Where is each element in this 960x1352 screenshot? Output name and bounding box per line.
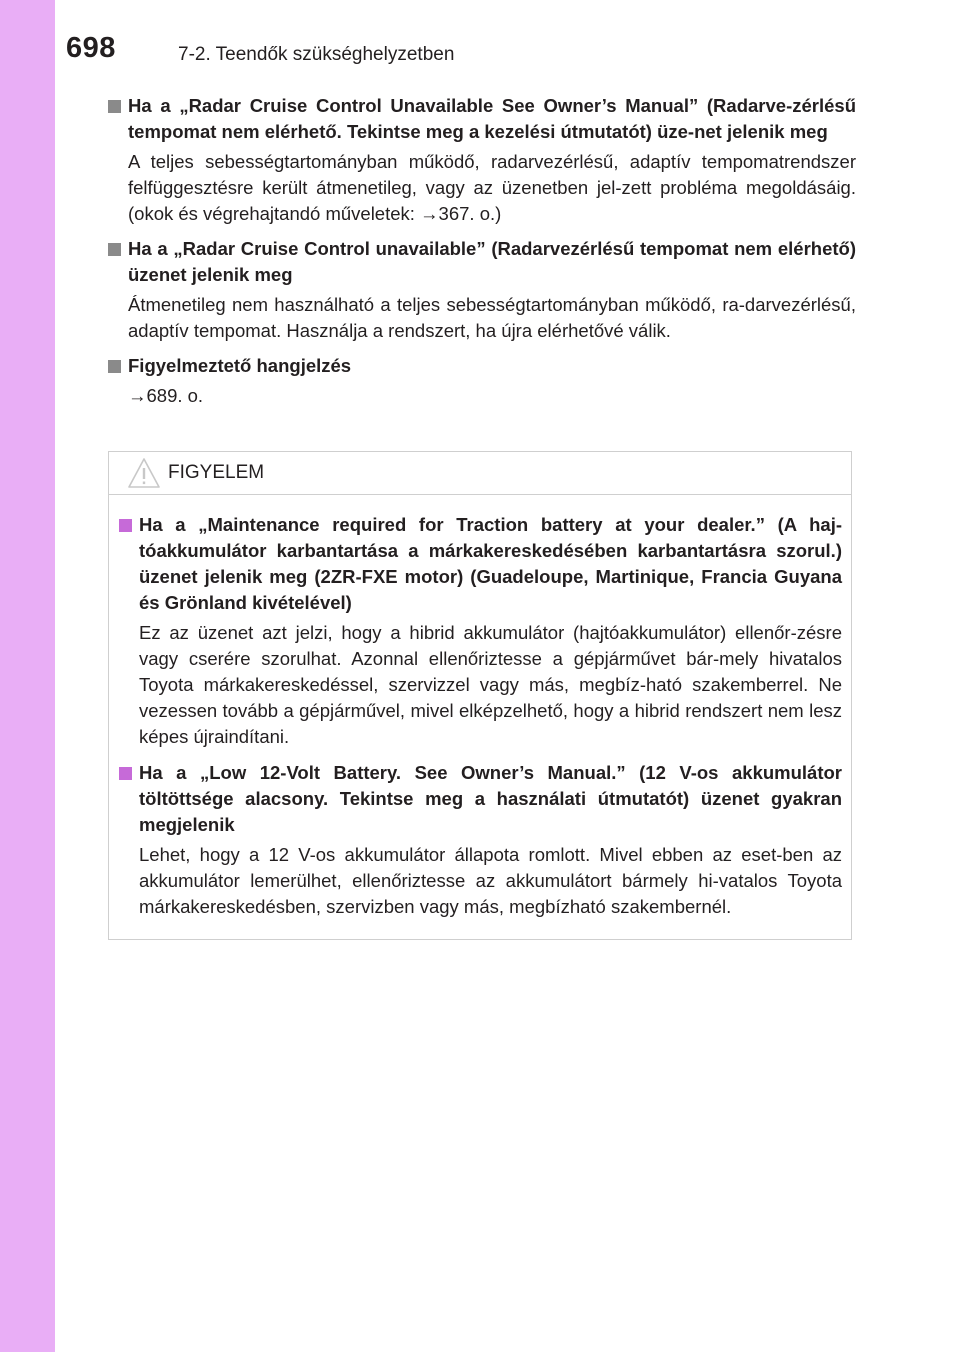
warning-box bbox=[108, 451, 852, 940]
section-heading bbox=[108, 353, 856, 379]
section-heading-text: Ha a „Radar Cruise Control Unavailable See Owner’s Manual” (Radarve-zérlésű tempomat nem elérhető. Tekintse meg a kezelési útmutatót) üze-net jelenik meg bbox=[128, 95, 856, 142]
square-bullet-icon bbox=[108, 360, 121, 373]
warning-heading-text: Ha a „Maintenance required for Traction battery at your dealer.” (A haj-tóakkumulátor karbantartása a márkakereskedésében karbantartásra szorul.) üzenet jelenik meg (2ZR-FXE motor) (Guadeloupe, Martinique, Francia Guyana és Grönland kivételével) bbox=[139, 514, 842, 613]
warning-triangle-icon bbox=[127, 457, 161, 489]
section-heading-text: Ha a „Radar Cruise Control unavailable” (Radarvezérlésű tempomat nem elérhető) üzenet jelenik meg bbox=[128, 238, 856, 285]
warning-body: Lehet, hogy a 12 V-os akkumulátor állapota romlott. Mivel ebben az eset-ben az akkumulátor lemerülhet, ellenőriztesse az akkumulátort bármely hi-vatalos Toyota márkakereskedésben, szervizben vagy más, megbízható szakembernél. bbox=[139, 844, 842, 917]
square-bullet-icon bbox=[108, 243, 121, 256]
square-bullet-icon bbox=[119, 519, 132, 532]
section-body: Átmenetileg nem használható a teljes sebességtartományban működő, ra-darvezérlésű, adaptív tempomat. Használja a rendszert, ha újra elérhetővé válik. bbox=[128, 294, 856, 341]
section-body: A teljes sebességtartományban működő, radarvezérlésű, adaptív tempomatrendszer felfüggesztésre került átmenetileg, vagy az üzenetben jel-zett probléma megoldásáig. (okok és végrehajtandó műveletek: →367. o.) bbox=[128, 151, 856, 224]
section-radar-unavailable bbox=[108, 236, 856, 344]
section-heading-text: Figyelmeztető hangjelzés bbox=[128, 355, 352, 376]
square-bullet-icon bbox=[108, 100, 121, 113]
side-color-band bbox=[0, 0, 55, 1352]
warning-heading-text: Ha a „Low 12-Volt Battery. See Owner’s Manual.” (12 V-os akkumulátor töltöttsége alacsony. Tekintse meg a használati útmutatót) üzenet gyakran megjelenik bbox=[139, 762, 842, 835]
page-reference-link[interactable]: →689. o. bbox=[128, 385, 204, 406]
warning-content bbox=[109, 495, 851, 920]
warning-item-traction-battery bbox=[119, 512, 842, 750]
warning-heading bbox=[119, 512, 842, 616]
section-heading bbox=[108, 236, 856, 288]
warning-heading bbox=[119, 760, 842, 838]
square-bullet-icon bbox=[119, 767, 132, 780]
section-heading bbox=[108, 93, 856, 145]
warning-title: FIGYELEM bbox=[168, 462, 265, 483]
warning-item-low-12v-battery bbox=[119, 760, 842, 920]
section-warning-buzzer bbox=[108, 353, 856, 409]
page-number: 698 bbox=[66, 32, 116, 64]
main-content bbox=[108, 93, 856, 418]
warning-body: Ez az üzenet azt jelzi, hogy a hibrid akkumulátor (hajtóakkumulátor) ellenőr-zésre vagy cserére szorulhat. Azonnal ellenőriztesse a gépjárművet bár-mely hivatalos Toyota márkakereskedéssel, szervizzel vagy más, megbíz-ható szakemberrel. Ne vezessen tovább a gépjárművel, mivel elképzelhető, hogy a hibrid rendszert nem lesz képes újraindítani. bbox=[139, 622, 842, 747]
section-radar-unavailable-see-manual bbox=[108, 93, 856, 227]
warning-header bbox=[109, 452, 851, 495]
chapter-title: 7-2. Teendők szükséghelyzetben bbox=[178, 44, 455, 65]
